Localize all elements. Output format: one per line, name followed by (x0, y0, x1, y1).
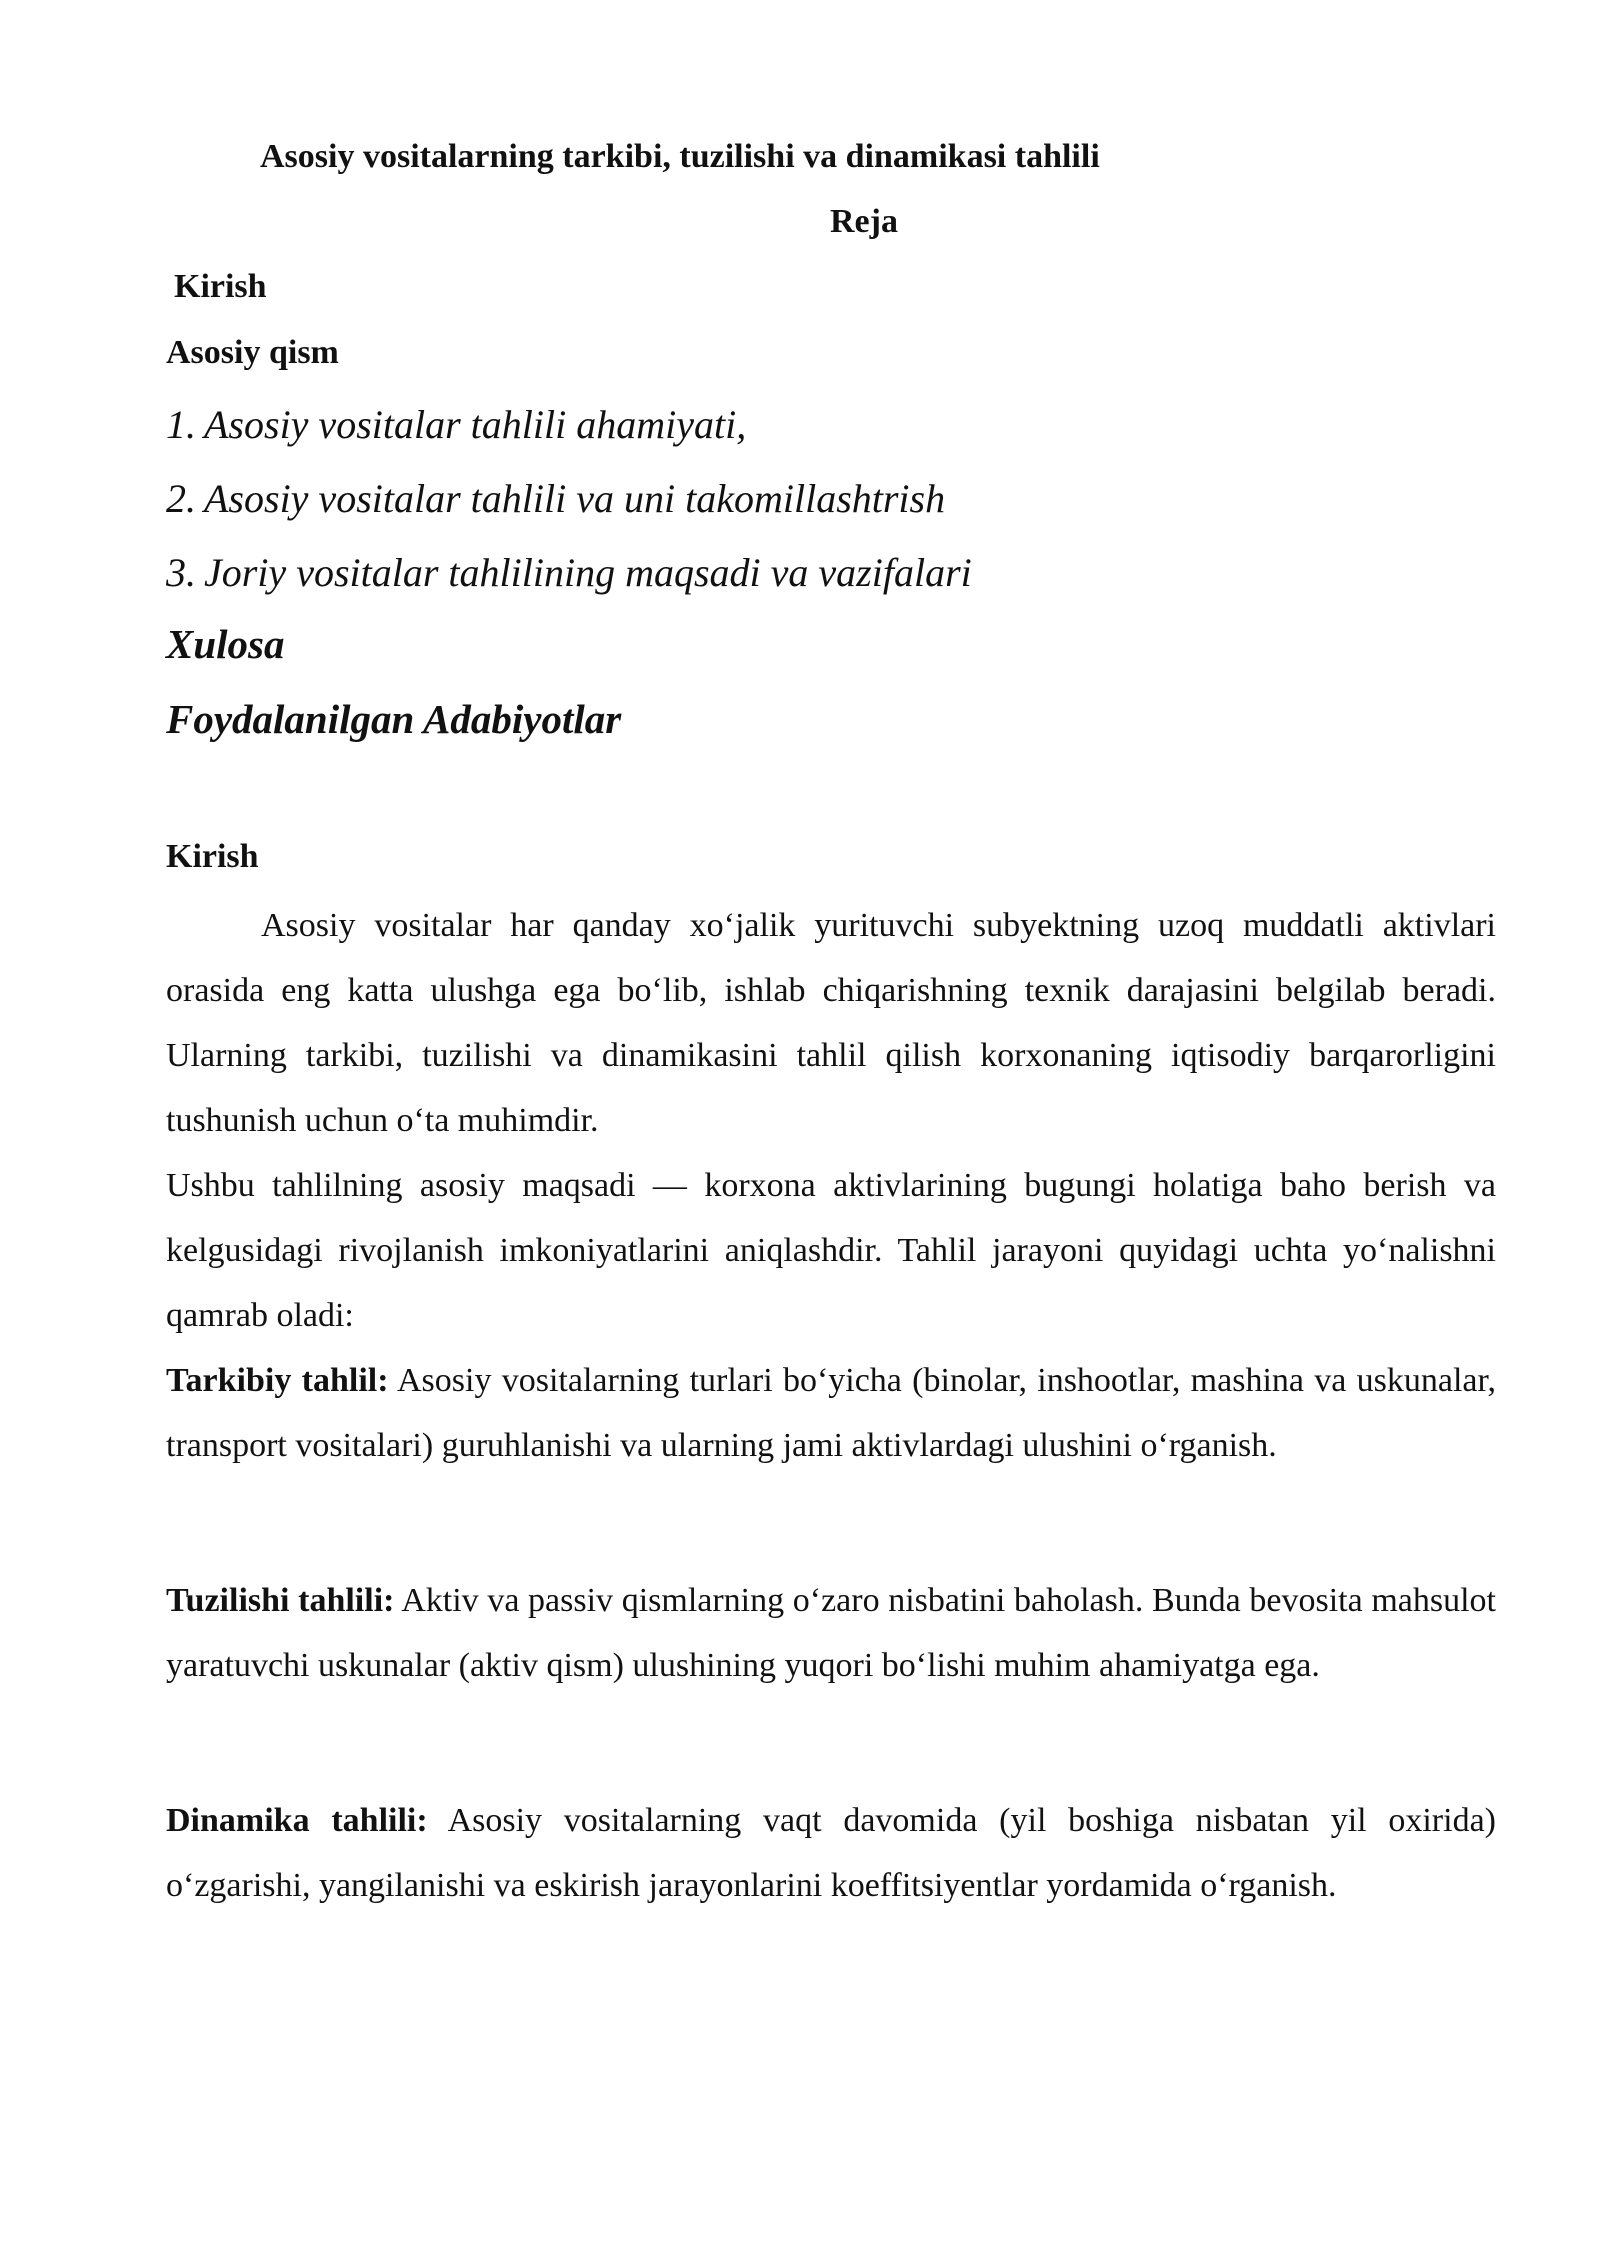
analysis-point-label: Tarkibiy tahlil: (166, 1362, 389, 1399)
plan-intro: Kirish (174, 268, 267, 305)
plan-references: Foydalanilgan Adabiyotlar (166, 696, 622, 742)
plan-item-number: 1. (166, 402, 196, 447)
plan-item (166, 546, 972, 620)
document-title: Asosiy vositalarning tarkibi, tuzilishi va dinamikasi tahlili (260, 138, 1100, 175)
analysis-point-label: Dinamika tahlili: (166, 1802, 428, 1839)
intro-paragraph: Asosiy vositalar har qanday xo‘jalik yurituvchi subyektning uzoq muddatli aktivlari orasida eng katta ulushga ega bo‘lib, ishlab chiqarishning texnik darajasini belgilab beradi. Ularning tarkibi, tuzilishi va dinamikasini tahlil qilish korxonaning iqtisodiy barqarorligini tushunish uchun o‘ta muhimdir. (166, 907, 1496, 1139)
plan-item-number: 3. (166, 550, 196, 595)
analysis-point (166, 1348, 1496, 1478)
plan-main-part: Asosiy qism (166, 334, 339, 371)
analysis-point-label: Tuzilishi tahlili: (166, 1582, 395, 1619)
plan-item-text: Asosiy vositalar tahlili ahamiyati, (204, 402, 747, 447)
plan-item-text: Asosiy vositalar tahlili va uni takomillashtrish (204, 476, 946, 521)
analysis-point-text: Aktiv va passiv qismlarning o‘zaro nisbatini baholash. Bunda bevosita mahsulot yaratuvchi uskunalar (aktiv qism) ulushining yuqori bo‘lishi muhim ahamiyatga ega. (166, 1582, 1496, 1684)
plan-item (166, 472, 972, 546)
analysis-point (166, 1788, 1496, 1918)
analysis-point-text: Asosiy vositalarning vaqt davomida (yil boshiga nisbatan yil oxirida) o‘zgarishi, yangilanishi va eskirish jarayonlarini koeffitsiyentlar yordamida o‘rganish. (166, 1802, 1496, 1904)
plan-heading: Reja (830, 203, 898, 240)
plan-list (166, 398, 972, 620)
analysis-point-text: Asosiy vositalarning turlari bo‘yicha (binolar, inshootlar, mashina va uskunalar, transport vositalari) guruhlanishi va ularning jami aktivlardagi ulushini o‘rganish. (166, 1362, 1496, 1464)
plan-item-number: 2. (166, 476, 196, 521)
plan-item-text: Joriy vositalar tahlilining maqsadi va vazifalari (204, 550, 972, 595)
analysis-point (166, 1568, 1496, 1698)
plan-conclusion: Xulosa (166, 621, 285, 667)
plan-item (166, 398, 972, 472)
intro-paragraph: Ushbu tahlilning asosiy maqsadi — korxona aktivlarining bugungi holatiga baho berish va kelgusidagi rivojlanish imkoniyatlarini aniqlashdir. Tahlil jarayoni quyidagi uchta yo‘nalishni qamrab oladi: (166, 1167, 1496, 1334)
intro-heading: Kirish (166, 838, 259, 875)
